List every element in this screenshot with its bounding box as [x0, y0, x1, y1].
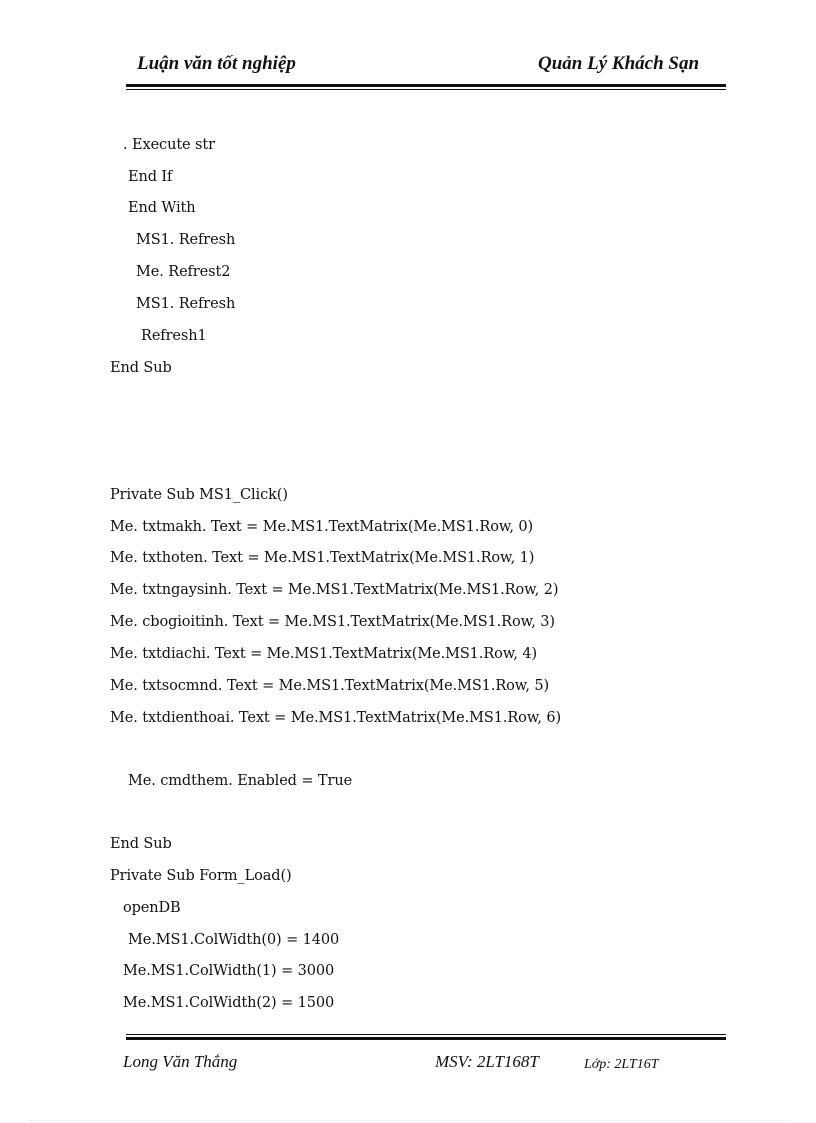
code-line: End If — [128, 169, 173, 185]
code-line: Refresh1 — [141, 328, 207, 344]
code-line: Me. txtdiachi. Text = Me.MS1.TextMatrix(Me.MS1.Row, 4) — [110, 646, 538, 662]
code-line: Me. cbogioitinh. Text = Me.MS1.TextMatrix(Me.MS1.Row, 3) — [110, 614, 555, 630]
footer-rule-thin — [126, 1034, 726, 1035]
code-line: MS1. Refresh — [136, 296, 236, 312]
code-line: End With — [128, 200, 196, 216]
header-thesis-title: Luận văn tốt nghiệp — [137, 53, 296, 74]
code-line: Me.MS1.ColWidth(2) = 1500 — [123, 995, 335, 1011]
code-line: Private Sub Form_Load() — [110, 868, 292, 884]
footer-class: Lớp: 2LT16T — [584, 1057, 659, 1072]
code-line: openDB — [123, 900, 181, 916]
page-bottom-dotted-line — [30, 1120, 786, 1121]
code-line: . Execute str — [123, 137, 215, 153]
code-line: Me. txtngaysinh. Text = Me.MS1.TextMatrix(Me.MS1.Row, 2) — [110, 582, 559, 598]
code-line: Me. txthoten. Text = Me.MS1.TextMatrix(Me.MS1.Row, 1) — [110, 550, 535, 566]
code-line: Me. cmdthem. Enabled = True — [128, 773, 353, 789]
footer-student-id: MSV: 2LT168T — [435, 1052, 539, 1071]
code-line: Private Sub MS1_Click() — [110, 487, 288, 503]
code-line: End Sub — [110, 836, 172, 852]
header-project-title: Quản Lý Khách Sạn — [538, 53, 700, 74]
code-line: Me. Refrest2 — [136, 264, 231, 280]
code-line: Me.MS1.ColWidth(0) = 1400 — [128, 932, 340, 948]
code-line: MS1. Refresh — [136, 232, 236, 248]
code-line: Me. txtdienthoai. Text = Me.MS1.TextMatrix(Me.MS1.Row, 6) — [110, 710, 562, 726]
code-line: Me. txtsocmnd. Text = Me.MS1.TextMatrix(Me.MS1.Row, 5) — [110, 678, 550, 694]
code-line: End Sub — [110, 360, 172, 376]
footer-author: Long Văn Thắng — [123, 1052, 238, 1071]
footer-rule-thick — [126, 1037, 726, 1040]
code-line: Me.MS1.ColWidth(1) = 3000 — [123, 963, 335, 979]
code-line: Me. txtmakh. Text = Me.MS1.TextMatrix(Me.MS1.Row, 0) — [110, 519, 534, 535]
